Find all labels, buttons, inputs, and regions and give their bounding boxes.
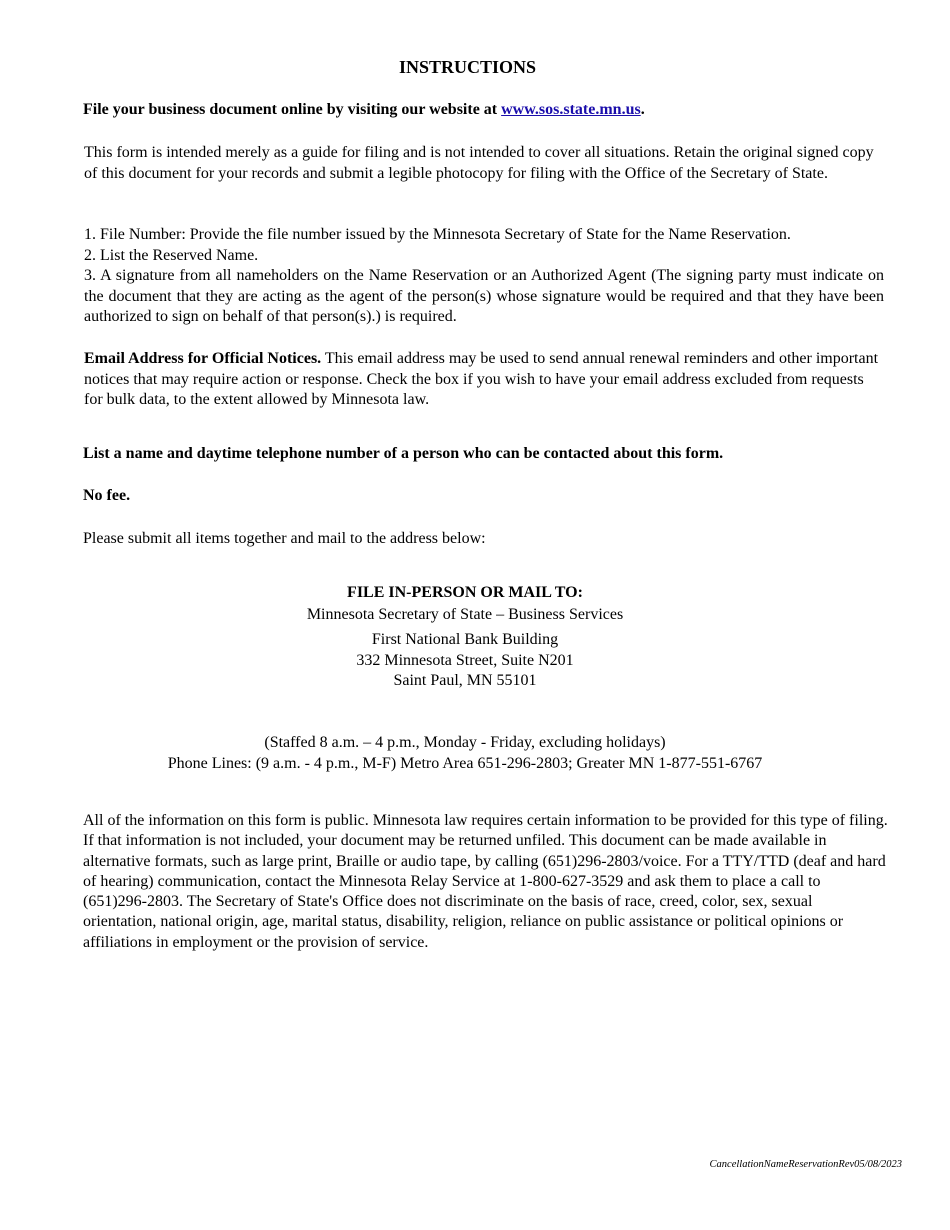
phone-lines: Phone Lines: (9 a.m. - 4 p.m., M-F) Metro Area 651-296-2803; Greater MN 1-877-551-6767 <box>167 754 763 772</box>
mail-address <box>0 630 930 692</box>
step-1: 1. File Number: Provide the file number issued by the Minnesota Secretary of State for the Name Reservation. <box>84 226 791 243</box>
online-filing-suffix: . <box>640 101 645 118</box>
online-filing-prefix: File your business document online by visiting our website at <box>83 101 502 118</box>
website-link[interactable]: www.sos.state.mn.us <box>501 101 641 118</box>
step-2: 2. List the Reserved Name. <box>84 246 259 264</box>
fee-note: No fee. <box>83 487 131 504</box>
page-title: INSTRUCTIONS <box>398 57 537 77</box>
address-line-street: 332 Minnesota Street, Suite N201 <box>356 651 574 669</box>
office-hours <box>0 733 930 774</box>
step-3: 3. A signature from all nameholders on the Name Reservation or an Authorized Agent (The signing party must indicate on the document that they are acting as the agent of the person(s) whose signature would be required and that they have been authorized to sign on behalf of that person(s).) is required. <box>84 267 884 325</box>
staffed-hours: (Staffed 8 a.m. – 4 p.m., Monday - Friday, excluding holidays) <box>264 734 666 751</box>
instruction-steps <box>84 225 884 328</box>
address-line-building: First National Bank Building <box>371 631 559 648</box>
public-information-notice: All of the information on this form is public. Minnesota law requires certain information to be provided for this type of filing. If that information is not included, your document may be returned unfiled. This document can be made available in alternative formats, such as large print, Braille or audio tape, by calling (651)296-2803/voice. For a TTY/TTD (deaf and hard of hearing) communication, contact the Minnesota Relay Service at 1-800-627-3529 and ask them to place a call to (651)296-2803. The Secretary of State's Office does not discriminate on the basis of race, creed, color, sex, sexual orientation, national origin, age, marital status, disability, religion, reliance on public assistance or political opinions or affiliations in employment or the provision of service. <box>83 812 888 951</box>
intro-paragraph: This form is intended merely as a guide for filing and is not intended to cover all situations. Retain the original signed copy of this document for your records and submit a legible photocopy for filing with the Office of the Secretary of State. <box>84 144 874 182</box>
submit-instruction: Please submit all items together and mail to the address below: <box>83 530 486 547</box>
revision-footer: CancellationNameReservationRev05/08/2023 <box>709 1159 902 1170</box>
contact-instruction: List a name and daytime telephone number of a person who can be contacted about this form. <box>83 445 724 462</box>
mail-organization: Minnesota Secretary of State – Business Services <box>306 606 624 623</box>
mail-heading: FILE IN-PERSON OR MAIL TO: <box>347 584 583 601</box>
email-notice-heading: Email Address for Official Notices. <box>84 350 322 367</box>
online-filing-line <box>83 100 903 120</box>
email-notice-paragraph <box>84 349 884 411</box>
address-line-city: Saint Paul, MN 55101 <box>393 672 537 689</box>
email-notice-text: This email address may be used to send annual renewal reminders and other important notices that may require action or response. Check the box if you wish to have your email address excluded from requests for bulk data, to the extent allowed by Minnesota law. <box>84 350 879 408</box>
